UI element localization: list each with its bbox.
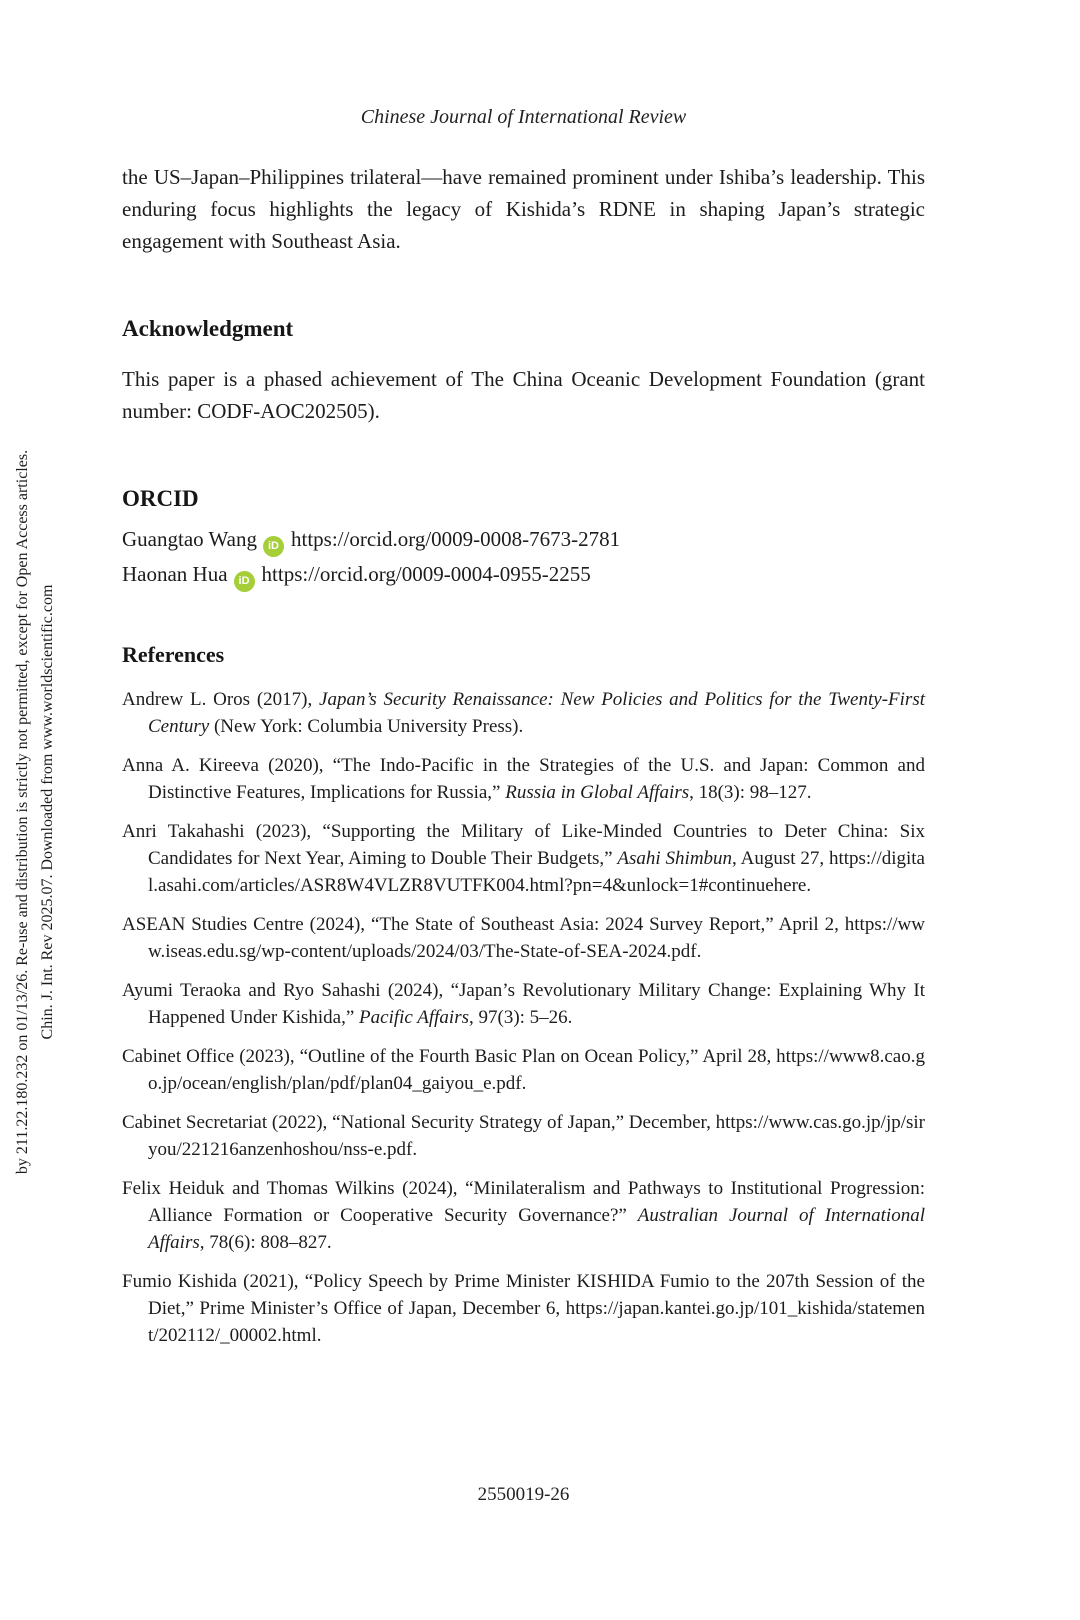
reference-text: Andrew L. Oros (2017), [122, 689, 320, 710]
reference-text: . [412, 1139, 418, 1160]
orcid-icon: iD [263, 536, 284, 557]
reference-title-italic: Pacific Affairs [359, 1007, 469, 1028]
reference-entry [122, 911, 925, 965]
reference-text: , 78(6): 808–827. [199, 1232, 332, 1253]
reference-text: (New York: Columbia University Press). [209, 716, 524, 737]
orcid-link[interactable]: https://orcid.org/0009-0004-0955-2255 [261, 562, 591, 586]
reference-url[interactable]: https://www.cas.go.jp/jp/siryou/221216anzenhoshou/nss-e.pdf [148, 1112, 925, 1160]
orcid-entry [122, 522, 925, 557]
orcid-link[interactable]: https://orcid.org/0009-0008-7673-2781 [290, 527, 621, 551]
page-number: 2550019-26 [477, 1484, 570, 1505]
journal-running-head: Chinese Journal of International Review [360, 106, 687, 128]
reference-text: , 18(3): 98–127. [689, 782, 812, 803]
reference-url[interactable]: https://www8.cao.go.jp/ocean/english/plan/pdf/plan04_gaiyou_e.pdf [148, 1046, 925, 1094]
reference-url[interactable]: https://digital.asahi.com/articles/ASR8W4VLZR8VUTFK004.html?pn=4&unlock=1#continuehere [148, 848, 925, 896]
reference-text: . [806, 875, 812, 896]
reference-entry [122, 1268, 925, 1349]
sidebar-access-line: by 211.22.180.232 on 01/13/26. Re-use and distribution is strictly not permitted, except for Open Access articles. [14, 449, 31, 1175]
reference-text: Cabinet Secretariat (2022), “National Security Strategy of Japan,” December, [122, 1112, 716, 1133]
reference-text: ASEAN Studies Centre (2024), “The State of Southeast Asia: 2024 Survey Report,” April 2, [122, 914, 845, 935]
reference-text: Ayumi Teraoka and Ryo Sahashi (2024), “Japan’s Revolutionary Military Change: Explaining Why It Happened Under Kishida,” [122, 980, 925, 1028]
reference-text: . [696, 941, 702, 962]
reference-text: . [521, 1073, 527, 1094]
reference-url[interactable]: https://japan.kantei.go.jp/101_kishida/statement/202112/_00002.html [148, 1298, 925, 1346]
reference-title-italic: Russia in Global Affairs [505, 782, 690, 803]
reference-url[interactable]: https://www.iseas.edu.sg/wp-content/uploads/2024/03/The-State-of-SEA-2024.pdf [148, 914, 925, 962]
sidebar-copyright-notice [10, 450, 60, 1174]
references-list [122, 686, 925, 1349]
references-heading: References [122, 642, 225, 667]
acknowledgment-heading: Acknowledgment [122, 316, 294, 341]
reference-title-italic: Asahi Shimbun [617, 848, 733, 869]
reference-text: Felix Heiduk and Thomas Wilkins (2024), “Minilateralism and Pathways to Institutional Progression: Alliance Formation or Cooperative Security Governance?” [122, 1178, 925, 1226]
reference-text: Cabinet Office (2023), “Outline of the Fourth Basic Plan on Ocean Policy,” April 28, [122, 1046, 777, 1067]
intro-paragraph: the US–Japan–Philippines trilateral—have remained prominent under Ishiba’s leadership. This enduring focus highlights the legacy of Kishida’s RDNE in shaping Japan’s strategic engagement with Southeast Asia. [122, 165, 925, 253]
reference-text: , 97(3): 5–26. [469, 1007, 573, 1028]
orcid-author-name: Guangtao Wang [122, 527, 257, 551]
reference-entry [122, 752, 925, 806]
reference-title-italic: Japan’s Security Renaissance: New Policies and Politics for the Twenty-First Century [148, 689, 925, 737]
orcid-author-name: Haonan Hua [122, 562, 228, 586]
reference-entry [122, 818, 925, 899]
reference-entry [122, 977, 925, 1031]
reference-text: Fumio Kishida (2021), “Policy Speech by Prime Minister KISHIDA Fumio to the 207th Session of the Diet,” Prime Minister’s Office of Japan, December 6, [122, 1271, 925, 1319]
orcid-heading: ORCID [122, 486, 199, 511]
reference-text: Anna A. Kireeva (2020), “The Indo-Pacific in the Strategies of the U.S. and Japan: Common and Distinctive Features, Implications for Russia,” [122, 755, 925, 803]
page-content [122, 105, 925, 1361]
orcid-list [122, 522, 925, 592]
reference-text: , August 27, [732, 848, 829, 869]
reference-entry [122, 1043, 925, 1097]
reference-title-italic: Australian Journal of International Affairs [148, 1205, 925, 1253]
acknowledgment-paragraph: This paper is a phased achievement of The China Oceanic Development Foundation (grant number: CODF-AOC202505). [122, 367, 925, 423]
reference-text: Anri Takahashi (2023), “Supporting the Military of Like-Minded Countries to Deter China: Six Candidates for Next Year, Aiming to Double Their Budgets,” [122, 821, 925, 869]
orcid-entry [122, 557, 925, 592]
reference-entry [122, 1109, 925, 1163]
reference-entry [122, 1175, 925, 1256]
reference-text: . [316, 1325, 322, 1346]
sidebar-download-line: Chin. J. Int. Rev 2025.07. Downloaded from www.worldscientific.com [39, 584, 56, 1040]
reference-entry [122, 686, 925, 740]
orcid-icon: iD [234, 571, 255, 592]
